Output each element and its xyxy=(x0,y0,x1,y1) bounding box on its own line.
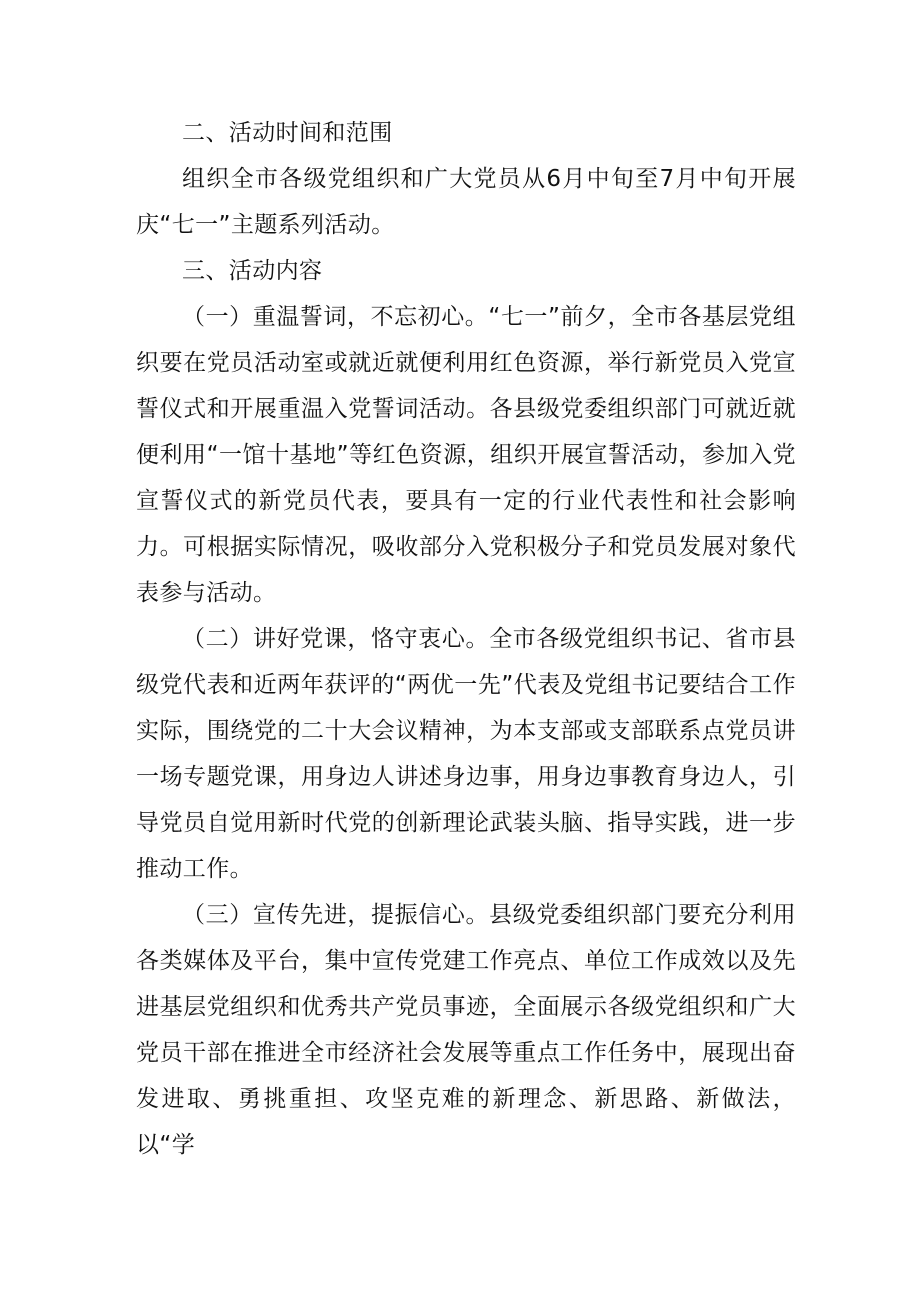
document-body xyxy=(136,110,796,1168)
paragraph-activity-time: 组织全市各级党组织和广大党员从6月中旬至7月中旬开展庆“七一”主题系列活动。 xyxy=(136,166,796,238)
section-heading-activity-time: 二、活动时间和范围 xyxy=(182,120,393,146)
section-heading-activity-content: 三、活动内容 xyxy=(182,258,323,284)
paragraph-item-3: （三）宣传先进，提振信心。县级党委组织部门要充分利用各类媒体及平台，集中宣传党建工作亮点、单位工作成效以及先进基层党组织和优秀共产党员事迹，全面展示各级党组织和广大党员干部在推进全市经济社会发展等重点工作任务中，展现出奋发进取、勇挑重担、攻坚克难的新理念、新思路、新做法，以“学 xyxy=(136,902,796,1158)
paragraph-item-2: （二）讲好党课，恪守衷心。全市各级党组织书记、省市县级党代表和近两年获评的“两优一先”代表及党组书记要结合工作实际，围绕党的二十大会议精神，为本支部或支部联系点党员讲一场专题党课，用身边人讲述身边事，用身边事教育身边人，引导党员自觉用新时代党的创新理论武装头脑、指导实践，进一步推动工作。 xyxy=(136,626,796,882)
paragraph-item-1: （一）重温誓词，不忘初心。“七一”前夕，全市各基层党组织要在党员活动室或就近就便利用红色资源，举行新党员入党宣誓仪式和开展重温入党誓词活动。各县级党委组织部门可就近就便利用“一馆十基地”等红色资源，组织开展宣誓活动，参加入党宣誓仪式的新党员代表，要具有一定的行业代表性和社会影响力。可根据实际情况，吸收部分入党积极分子和党员发展对象代表参与活动。 xyxy=(136,304,796,606)
